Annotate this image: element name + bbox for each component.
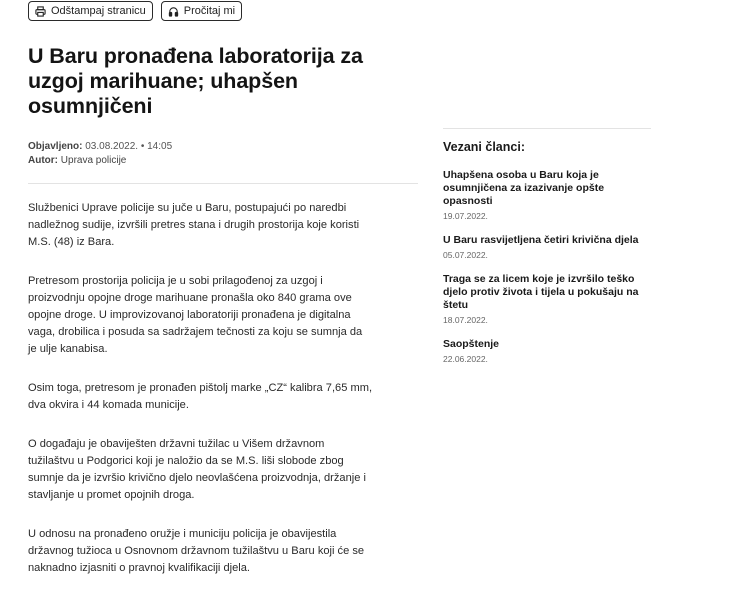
related-date: 19.07.2022. [443,211,488,221]
related-date: 05.07.2022. [443,250,488,260]
related-link[interactable]: Traga se za licem koje je izvršilo teško djelo protiv života i tijela u pokušaju na štetu [443,273,639,311]
read-aloud-label: Pročitaj mi [183,5,236,17]
print-page-button[interactable] [28,1,153,21]
article-paragraph: U odnosu na pronađeno oružje i municiju policija je obavijestila državnog tužioca u Osnovnom državnom tužilaštvu u Baru koji će se naknadno izjasniti o pravnoj kvalifikaciji djela. [28,528,365,574]
published-row [28,140,172,154]
related-item [443,169,651,221]
related-date: 22.06.2022. [443,354,488,364]
article-paragraph: O događaju je obaviješten državni tužilac u Višem državnom tužilaštvu u Podgorici koji je naložio da se M.S. liši slobode zbog sumnje da je izvršio krivično djelo neovlašćena proizvodnja, držanje i stavljanje u promet opojnih droga. [28,438,366,501]
published-date: 03.08.2022. • 14:05 [85,141,173,152]
print-page-label: Odštampaj stranicu [51,5,146,17]
article-paragraph: Pretresom prostorija policija je u sobi prilagođenoj za uzgoj i proizvodnju opojne droge marihuane pronašla oko 840 grama ove opojne droge. U improvizovanoj laboratoriji pronađena je digitalna vaga, drobilica i posuda sa sadržajem tečnosti za koju se sumnja da je ulje kanabisa. [28,275,363,355]
related-link[interactable]: U Baru rasvijetljena četiri krivična djela [443,234,639,246]
related-articles [443,128,651,377]
related-item [443,338,651,364]
article-paragraph: Službenici Uprave policije su juče u Baru, postupajući po naredbi nadležnog sudije, izvršili pretres stana i drugih prostorija koje koristi M.S. (48) iz Bara. [28,202,360,248]
related-date: 18.07.2022. [443,315,488,325]
published-label: Objavljeno: [28,141,83,152]
article-meta [28,140,172,168]
headphones-icon [168,6,179,17]
meta-divider [28,183,418,184]
related-item [443,234,651,260]
author-label: Autor: [28,155,58,166]
related-link[interactable]: Uhapšena osoba u Baru koja je osumnjičena za izazivanje opšte opasnosti [443,169,605,207]
read-aloud-button[interactable] [161,1,242,21]
related-heading: Vezani članci: [443,140,525,154]
author-link[interactable]: Uprava policije [60,155,127,166]
related-link[interactable]: Saopštenje [443,338,500,350]
related-item [443,273,651,325]
article-body [28,200,373,577]
article-paragraph: Osim toga, pretresom je pronađen pištolj marke „CZ“ kalibra 7,65 mm, dva okvira i 44 komada municije. [28,382,373,411]
sidebar-divider [443,128,651,129]
article-title: U Baru pronađena laboratorija za uzgoj marihuane; uhapšen osumnjičeni [28,44,363,118]
printer-icon [35,6,46,17]
article-toolbar [28,1,242,21]
author-row [28,154,172,168]
